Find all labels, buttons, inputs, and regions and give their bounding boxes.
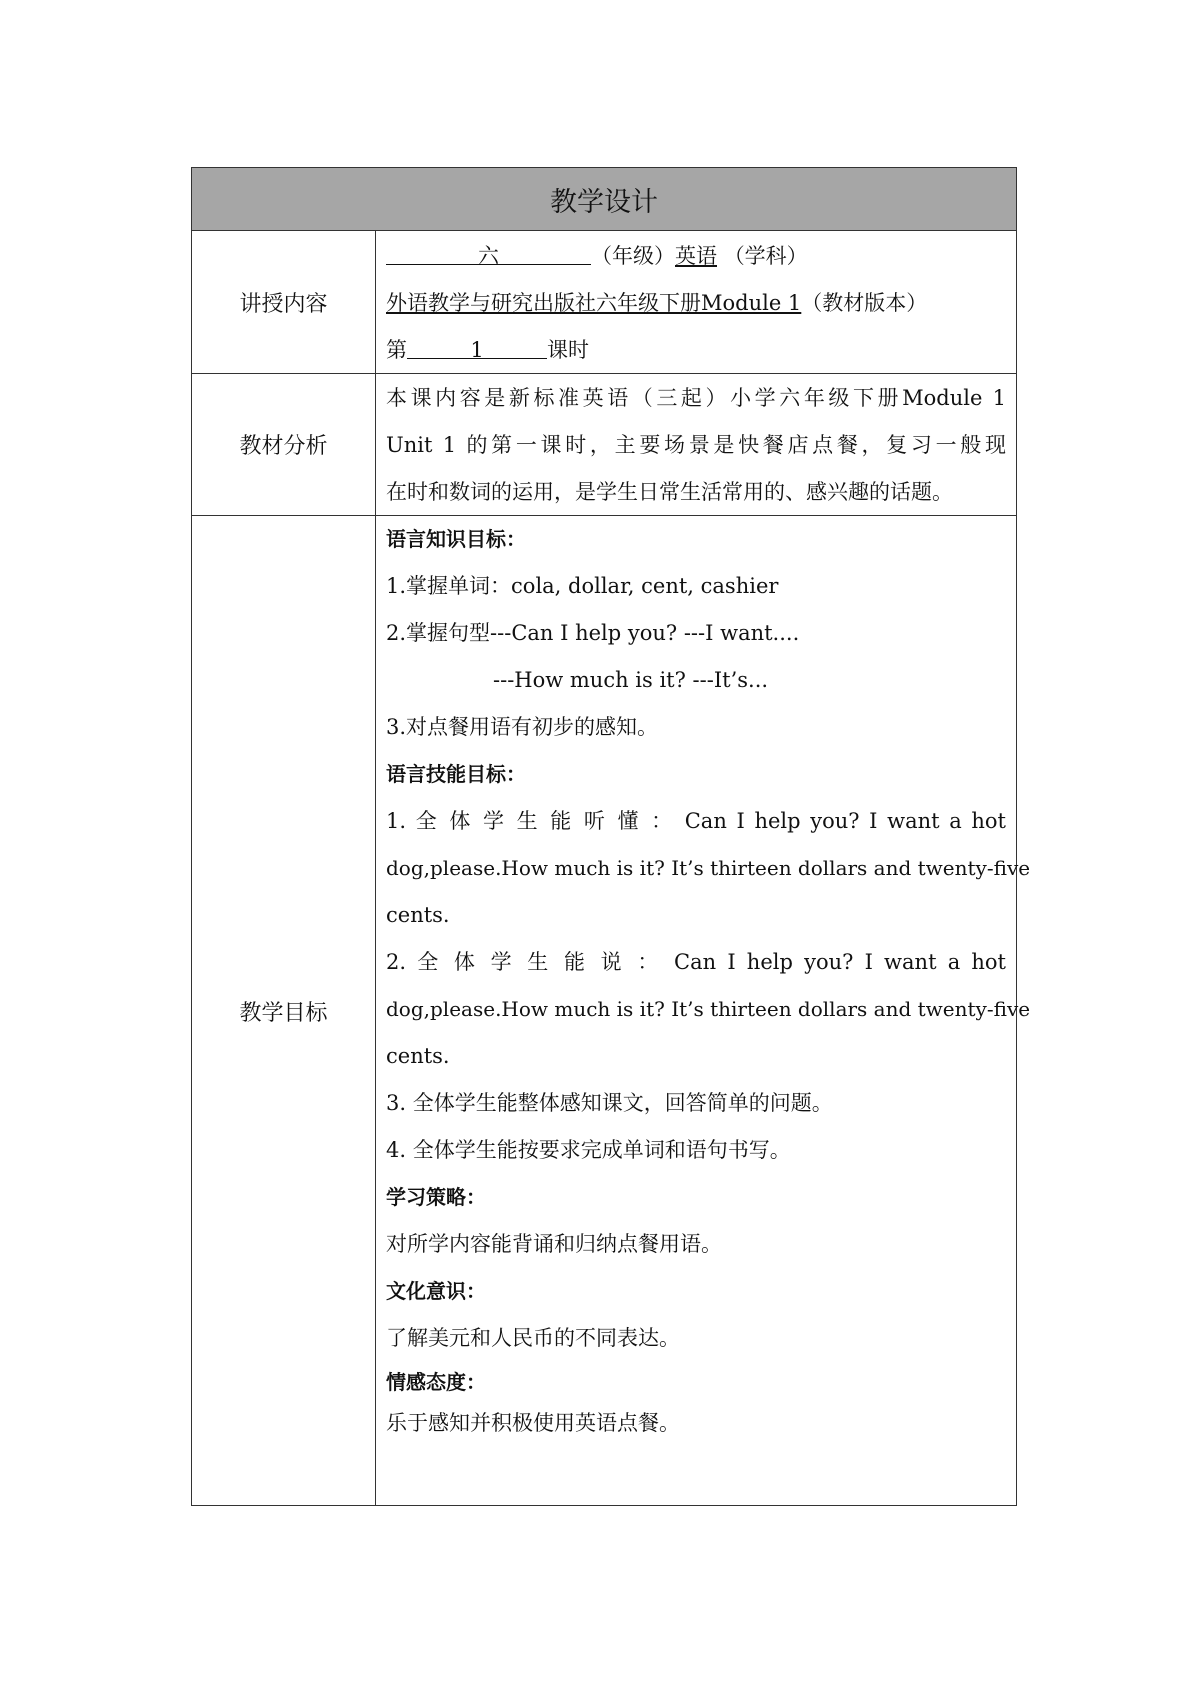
goals-cell	[376, 516, 1031, 1506]
goals-row	[192, 516, 1031, 1506]
skill-line: cents.	[386, 1044, 450, 1068]
analysis-line: 在时和数词的运用，是学生日常生活常用的、感兴趣的话题。	[386, 480, 953, 504]
knowledge-item: 1.掌握单词：cola, dollar, cent, cashier	[386, 574, 779, 598]
strategy-heading: 学习策略：	[386, 1185, 486, 1209]
strategy-text: 对所学内容能背诵和归纳点餐用语。	[386, 1232, 722, 1256]
culture-text: 了解美元和人民币的不同表达。	[386, 1326, 680, 1350]
content-label: 讲授内容	[192, 231, 376, 373]
grade-line	[386, 233, 1006, 280]
content-cell	[376, 231, 1016, 373]
skill-line: 4. 全体学生能按要求完成单词和语句书写。	[386, 1138, 791, 1162]
skill-line: dog,please.How much is it? It’s thirteen dollars and twenty-five	[386, 856, 1031, 880]
lesson-prefix: 第	[386, 338, 407, 362]
knowledge-item: ---How much is it? ---It’s...	[493, 668, 769, 692]
skill-line: dog,please.How much is it? It’s thirteen dollars and twenty-five	[386, 997, 1031, 1021]
textbook-line	[386, 280, 1006, 327]
skill-line: 2. 全 体 学 生 能 说 ： Can I help you? I want a hot	[386, 950, 1006, 974]
emotion-heading: 情感态度：	[386, 1370, 486, 1394]
table-title: 教学设计	[192, 168, 1016, 231]
grade-value: 六	[386, 234, 591, 265]
knowledge-item: 3.对点餐用语有初步的感知。	[386, 715, 659, 739]
skill-line: 3. 全体学生能整体感知课文，回答简单的问题。	[386, 1091, 833, 1115]
skill-line: cents.	[386, 903, 450, 927]
analysis-cell	[376, 374, 1016, 515]
analysis-label: 教材分析	[192, 374, 376, 515]
lesson-plan-table	[191, 167, 1031, 1506]
textbook-value: 外语教学与研究出版社六年级下册Module 1	[386, 291, 802, 315]
content-row	[192, 231, 1016, 374]
skill-heading: 语言技能目标：	[386, 762, 526, 786]
emotion-text: 乐于感知并积极使用英语点餐。	[386, 1411, 680, 1435]
subject-value: 英语	[675, 244, 717, 268]
subject-label: （学科）	[723, 244, 808, 268]
lesson-line	[386, 327, 1006, 374]
culture-heading: 文化意识：	[386, 1279, 486, 1303]
analysis-line: 本课内容是新标准英语（三起）小学六年级下册Module 1	[386, 386, 1006, 410]
goals-label: 教学目标	[192, 516, 376, 1506]
grade-label: （年级）	[591, 244, 675, 268]
knowledge-heading: 语言知识目标：	[386, 527, 526, 551]
lesson-suffix: 课时	[547, 338, 589, 362]
analysis-line: Unit 1 的第一课时，主要场景是快餐店点餐，复习一般现	[386, 433, 1006, 457]
textbook-label: （教材版本）	[801, 291, 928, 315]
lesson-value: 1	[407, 328, 547, 359]
skill-line: 1. 全 体 学 生 能 听 懂 ： Can I help you? I want a hot	[386, 809, 1006, 833]
knowledge-item: 2.掌握句型---Can I help you? ---I want....	[386, 621, 800, 645]
analysis-row	[192, 374, 1016, 516]
